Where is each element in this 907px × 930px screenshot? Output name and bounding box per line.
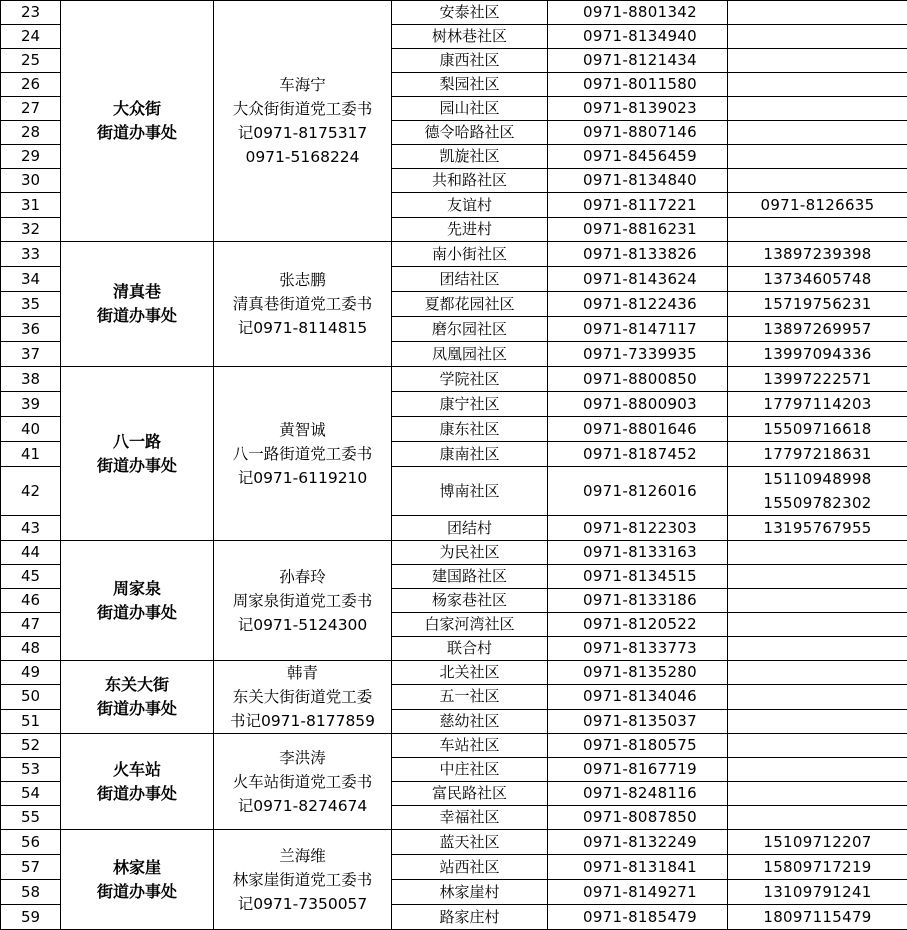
secretary-line: 孙春玲 <box>216 565 389 589</box>
office-phone: 0971-7339935 <box>548 342 728 367</box>
mobile-phone <box>728 169 907 193</box>
office-phone: 0971-8816231 <box>548 218 728 242</box>
community-name: 康宁社区 <box>392 392 548 417</box>
community-name: 蓝天社区 <box>392 830 548 855</box>
row-number: 57 <box>1 855 61 880</box>
row-number: 31 <box>1 193 61 218</box>
mobile-phone <box>728 417 907 442</box>
community-name: 康南社区 <box>392 442 548 467</box>
mobile-phone-line: 15719756231 <box>728 292 907 316</box>
office-name-line: 街道办事处 <box>61 880 213 904</box>
mobile-phone <box>728 218 907 242</box>
mobile-phone <box>728 145 907 169</box>
office-name-line: 街道办事处 <box>61 121 213 145</box>
office-phone: 0971-8456459 <box>548 145 728 169</box>
table-row <box>1 242 907 267</box>
table-row <box>1 541 907 565</box>
secretary-line: 李洪涛 <box>216 746 389 770</box>
community-name: 安泰社区 <box>392 1 548 25</box>
secretary-cell <box>214 242 392 367</box>
mobile-phone <box>728 342 907 367</box>
office-name-line: 东关大街 <box>61 673 213 697</box>
row-number: 59 <box>1 905 61 930</box>
office-phone: 0971-8134940 <box>548 25 728 49</box>
community-name: 团结社区 <box>392 267 548 292</box>
office-name-line: 火车站 <box>61 758 213 782</box>
office-phone: 0971-8801342 <box>548 1 728 25</box>
community-name: 慈幼社区 <box>392 709 548 733</box>
mobile-phone-line: 0971-8126635 <box>728 193 907 217</box>
community-name: 博南社区 <box>392 467 548 516</box>
community-name: 夏都花园社区 <box>392 292 548 317</box>
mobile-phone <box>728 830 907 855</box>
secretary-line: 清真巷街道党工委书 <box>216 292 389 316</box>
secretary-line: 黄智诚 <box>216 418 389 442</box>
office-name-line: 街道办事处 <box>61 782 213 806</box>
row-number: 45 <box>1 565 61 589</box>
secretary-cell <box>214 1 392 242</box>
mobile-phone <box>728 25 907 49</box>
row-number: 29 <box>1 145 61 169</box>
community-name: 凯旋社区 <box>392 145 548 169</box>
community-name: 林家崖村 <box>392 880 548 905</box>
mobile-phone-line: 15509716618 <box>728 417 907 441</box>
mobile-phone <box>728 734 907 758</box>
secretary-line: 东关大街街道党工委 <box>216 685 389 709</box>
row-number: 43 <box>1 516 61 541</box>
office-phone: 0971-8147117 <box>548 317 728 342</box>
mobile-phone <box>728 242 907 267</box>
office-name-line: 街道办事处 <box>61 697 213 721</box>
mobile-phone-line: 13997094336 <box>728 342 907 366</box>
row-number: 28 <box>1 121 61 145</box>
office-phone: 0971-8134840 <box>548 169 728 193</box>
secretary-line: 记0971-8175317 <box>216 121 389 145</box>
mobile-phone <box>728 97 907 121</box>
mobile-phone <box>728 121 907 145</box>
mobile-phone <box>728 292 907 317</box>
row-number: 35 <box>1 292 61 317</box>
table-row <box>1 1 907 25</box>
office-phone: 0971-8800850 <box>548 367 728 392</box>
office-phone: 0971-8248116 <box>548 782 728 806</box>
row-number: 40 <box>1 417 61 442</box>
office-phone: 0971-8135037 <box>548 709 728 733</box>
community-name: 杨家巷社区 <box>392 589 548 613</box>
row-number: 37 <box>1 342 61 367</box>
secretary-line: 记0971-8274674 <box>216 794 389 818</box>
mobile-phone-line: 15109712207 <box>728 830 907 854</box>
mobile-phone-line: 15809717219 <box>728 855 907 879</box>
community-name: 学院社区 <box>392 367 548 392</box>
office-phone: 0971-8187452 <box>548 442 728 467</box>
community-name: 德令哈路社区 <box>392 121 548 145</box>
office-name-cell <box>61 734 214 830</box>
mobile-phone-line: 13109791241 <box>728 880 907 904</box>
community-name: 中庄社区 <box>392 758 548 782</box>
row-number: 46 <box>1 589 61 613</box>
office-name-line: 清真巷 <box>61 280 213 304</box>
office-phone: 0971-8139023 <box>548 97 728 121</box>
office-phone: 0971-8126016 <box>548 467 728 516</box>
community-name: 凤凰园社区 <box>392 342 548 367</box>
mobile-phone <box>728 267 907 292</box>
row-number: 58 <box>1 880 61 905</box>
mobile-phone <box>728 392 907 417</box>
mobile-phone <box>728 317 907 342</box>
office-phone: 0971-8134515 <box>548 565 728 589</box>
office-name-line: 街道办事处 <box>61 601 213 625</box>
community-name: 南小街社区 <box>392 242 548 267</box>
mobile-phone <box>728 613 907 637</box>
mobile-phone <box>728 880 907 905</box>
row-number: 44 <box>1 541 61 565</box>
mobile-phone-line: 17797218631 <box>728 442 907 466</box>
office-name-line: 林家崖 <box>61 856 213 880</box>
community-name: 康东社区 <box>392 417 548 442</box>
mobile-phone <box>728 367 907 392</box>
secretary-cell <box>214 367 392 541</box>
community-name: 梨园社区 <box>392 73 548 97</box>
office-name-line: 街道办事处 <box>61 304 213 328</box>
mobile-phone <box>728 709 907 733</box>
office-phone: 0971-8122436 <box>548 292 728 317</box>
row-number: 23 <box>1 1 61 25</box>
office-name-cell <box>61 242 214 367</box>
office-name-cell <box>61 541 214 661</box>
office-phone: 0971-8133773 <box>548 637 728 661</box>
office-phone: 0971-8180575 <box>548 734 728 758</box>
secretary-line: 0971-5168224 <box>216 145 389 169</box>
community-name: 五一社区 <box>392 685 548 709</box>
row-number: 55 <box>1 806 61 830</box>
row-number: 39 <box>1 392 61 417</box>
mobile-phone-line: 13734605748 <box>728 267 907 291</box>
mobile-phone <box>728 589 907 613</box>
row-number: 34 <box>1 267 61 292</box>
row-number: 52 <box>1 734 61 758</box>
community-name: 先进村 <box>392 218 548 242</box>
mobile-phone <box>728 467 907 516</box>
office-phone: 0971-8801646 <box>548 417 728 442</box>
secretary-line: 大众街街道党工委书 <box>216 97 389 121</box>
row-number: 47 <box>1 613 61 637</box>
mobile-phone <box>728 516 907 541</box>
office-phone: 0971-8121434 <box>548 49 728 73</box>
row-number: 48 <box>1 637 61 661</box>
secretary-line: 记0971-5124300 <box>216 613 389 637</box>
community-name: 友谊村 <box>392 193 548 218</box>
row-number: 49 <box>1 661 61 685</box>
mobile-phone <box>728 637 907 661</box>
office-phone: 0971-8134046 <box>548 685 728 709</box>
mobile-phone-line: 17797114203 <box>728 392 907 416</box>
secretary-line: 张志鹏 <box>216 268 389 292</box>
secretary-line: 周家泉街道党工委书 <box>216 589 389 613</box>
row-number: 53 <box>1 758 61 782</box>
community-name: 车站社区 <box>392 734 548 758</box>
secretary-cell <box>214 734 392 830</box>
table-row <box>1 830 907 855</box>
row-number: 51 <box>1 709 61 733</box>
row-number: 42 <box>1 467 61 516</box>
table-row <box>1 734 907 758</box>
office-phone: 0971-8117221 <box>548 193 728 218</box>
secretary-line: 林家崖街道党工委书 <box>216 868 389 892</box>
secretary-line: 火车站街道党工委书 <box>216 770 389 794</box>
table-row <box>1 367 907 392</box>
secretary-cell <box>214 661 392 734</box>
office-phone: 0971-8807146 <box>548 121 728 145</box>
row-number: 30 <box>1 169 61 193</box>
community-name: 树林巷社区 <box>392 25 548 49</box>
community-name: 幸福社区 <box>392 806 548 830</box>
mobile-phone-line: 15110948998 <box>728 467 907 491</box>
secretary-line: 记0971-6119210 <box>216 466 389 490</box>
office-name-cell <box>61 367 214 541</box>
row-number: 27 <box>1 97 61 121</box>
mobile-phone-line: 13195767955 <box>728 516 907 540</box>
mobile-phone <box>728 1 907 25</box>
community-name: 团结村 <box>392 516 548 541</box>
secretary-line: 书记0971-8177859 <box>216 709 389 733</box>
office-name-cell <box>61 830 214 930</box>
mobile-phone-line: 13897239398 <box>728 242 907 266</box>
mobile-phone <box>728 685 907 709</box>
community-name: 路家庄村 <box>392 905 548 930</box>
row-number: 25 <box>1 49 61 73</box>
row-number: 26 <box>1 73 61 97</box>
mobile-phone <box>728 758 907 782</box>
office-phone: 0971-8133186 <box>548 589 728 613</box>
table-body <box>1 1 907 930</box>
office-phone: 0971-8131841 <box>548 855 728 880</box>
row-number: 56 <box>1 830 61 855</box>
office-phone: 0971-8087850 <box>548 806 728 830</box>
office-phone: 0971-8800903 <box>548 392 728 417</box>
office-phone: 0971-8185479 <box>548 905 728 930</box>
office-name-cell <box>61 1 214 242</box>
office-phone: 0971-8133163 <box>548 541 728 565</box>
mobile-phone <box>728 806 907 830</box>
community-name: 站西社区 <box>392 855 548 880</box>
secretary-line: 八一路街道党工委书 <box>216 442 389 466</box>
mobile-phone-line: 13897269957 <box>728 317 907 341</box>
secretary-line: 韩青 <box>216 661 389 685</box>
office-phone: 0971-8133826 <box>548 242 728 267</box>
mobile-phone <box>728 73 907 97</box>
mobile-phone <box>728 565 907 589</box>
office-phone: 0971-8135280 <box>548 661 728 685</box>
mobile-phone-line: 15509782302 <box>728 491 907 515</box>
office-phone: 0971-8149271 <box>548 880 728 905</box>
community-name: 为民社区 <box>392 541 548 565</box>
row-number: 38 <box>1 367 61 392</box>
office-name-line: 周家泉 <box>61 577 213 601</box>
mobile-phone <box>728 782 907 806</box>
office-phone: 0971-8167719 <box>548 758 728 782</box>
mobile-phone <box>728 905 907 930</box>
mobile-phone <box>728 49 907 73</box>
community-name: 富民路社区 <box>392 782 548 806</box>
mobile-phone-line: 13997222571 <box>728 367 907 391</box>
community-name: 联合村 <box>392 637 548 661</box>
row-number: 54 <box>1 782 61 806</box>
community-name: 康西社区 <box>392 49 548 73</box>
office-phone: 0971-8011580 <box>548 73 728 97</box>
office-name-cell <box>61 661 214 734</box>
table-row <box>1 661 907 685</box>
row-number: 36 <box>1 317 61 342</box>
community-name: 白家河湾社区 <box>392 613 548 637</box>
secretary-line: 记0971-7350057 <box>216 892 389 916</box>
mobile-phone <box>728 541 907 565</box>
mobile-phone-line: 18097115479 <box>728 905 907 929</box>
row-number: 24 <box>1 25 61 49</box>
secretary-line: 兰海维 <box>216 844 389 868</box>
community-name: 建国路社区 <box>392 565 548 589</box>
office-phone: 0971-8122303 <box>548 516 728 541</box>
row-number: 32 <box>1 218 61 242</box>
office-phone: 0971-8132249 <box>548 830 728 855</box>
row-number: 33 <box>1 242 61 267</box>
secretary-line: 车海宁 <box>216 73 389 97</box>
mobile-phone <box>728 193 907 218</box>
community-name: 共和路社区 <box>392 169 548 193</box>
mobile-phone <box>728 661 907 685</box>
secretary-line: 记0971-8114815 <box>216 316 389 340</box>
office-name-line: 街道办事处 <box>61 454 213 478</box>
office-phone: 0971-8120522 <box>548 613 728 637</box>
office-name-line: 八一路 <box>61 430 213 454</box>
community-name: 北关社区 <box>392 661 548 685</box>
mobile-phone <box>728 442 907 467</box>
mobile-phone <box>728 855 907 880</box>
secretary-cell <box>214 541 392 661</box>
row-number: 50 <box>1 685 61 709</box>
office-phone: 0971-8143624 <box>548 267 728 292</box>
secretary-cell <box>214 830 392 930</box>
community-name: 园山社区 <box>392 97 548 121</box>
office-name-line: 大众街 <box>61 97 213 121</box>
row-number: 41 <box>1 442 61 467</box>
community-name: 磨尔园社区 <box>392 317 548 342</box>
